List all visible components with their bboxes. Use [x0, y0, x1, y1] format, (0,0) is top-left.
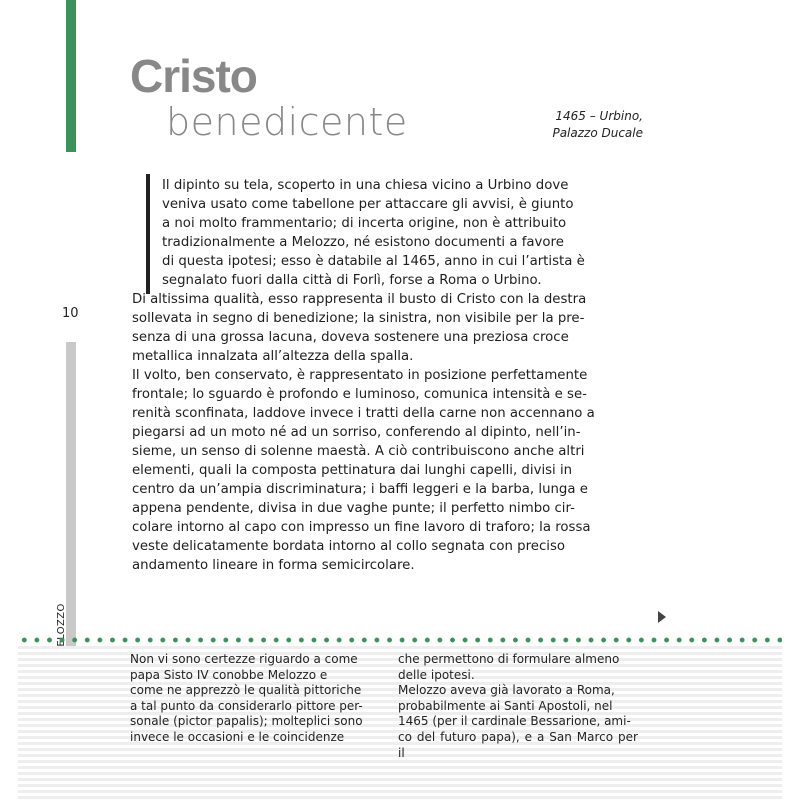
date-place — [552, 108, 643, 142]
box-line: sonale (pictor papalis); molteplici sono — [130, 714, 363, 729]
box-line: co del futuro papa), e a San Marco per il — [398, 729, 638, 760]
date-place-line-1: 1465 – Urbino, — [555, 109, 643, 123]
intro-line: segnalato fuori dalla città di Forlì, forse a Roma o Urbino. — [162, 273, 542, 288]
paragraph-line: elementi, quali la composta pettinatura dai lunghi capelli, divisi in — [132, 463, 573, 478]
intro-line: tradizionalmente a Melozzo, né esistono documenti a favore — [162, 235, 564, 250]
paragraph-line: frontale; lo sguardo è profondo e luminoso, comunica intensità e se- — [132, 387, 587, 402]
box-line: come ne apprezzò le qualità pittoriche — [130, 683, 362, 698]
continue-arrow-icon — [658, 611, 666, 623]
box-column-2 — [398, 652, 638, 761]
dotted-divider — [18, 636, 782, 644]
paragraph-line: Il volto, ben conservato, è rappresentato in posizione perfettamente — [132, 368, 588, 383]
intro-line: di questa ipotesi; esso è databile al 1465, anno in cui l’artista è — [162, 254, 585, 269]
paragraph-line: veste delicatamente bordata intorno al collo segnata con preciso — [132, 539, 566, 554]
box-line: Melozzo aveva già lavorato a Roma, — [398, 683, 615, 698]
paragraph-line: sollevata in segno di benedizione; la sinistra, non visibile per la pre- — [132, 311, 585, 326]
paragraph-2 — [132, 366, 644, 575]
body-text — [132, 176, 644, 575]
green-margin-bar — [66, 0, 76, 152]
paragraph-line: sieme, un senso di solenne maestà. A ciò contribuiscono anche altri — [132, 444, 585, 459]
box-line: delle ipotesi. — [398, 667, 475, 682]
paragraph-1 — [132, 290, 644, 366]
box-line: papa Sisto IV conobbe Melozzo e — [130, 667, 328, 682]
paragraph-line: piegarsi ad un moto né ad un sorriso, conferendo al dipinto, nell’in- — [132, 425, 581, 440]
intro-line: Il dipinto su tela, scoperto in una chiesa vicino a Urbino dove — [162, 178, 569, 193]
paragraph-line: appena pendente, divisa in due vaghe punte; il perfetto nimbo cir- — [132, 501, 575, 516]
paragraph-line: andamento lineare in forma semicircolare. — [132, 558, 415, 573]
paragraph-line: colare intorno al capo con impresso un fine lavoro di traforo; la rossa — [132, 520, 591, 535]
intro-paragraph — [132, 176, 644, 290]
title-line-1: Cristo — [130, 50, 257, 102]
box-line: probabilmente ai Santi Apostoli, nel — [398, 698, 613, 713]
intro-line: a noi molto frammentario; di incerta origine, non è attribuito — [162, 216, 567, 231]
paragraph-line: Di altissima qualità, esso rappresenta il busto di Cristo con la destra — [132, 292, 587, 307]
box-line: invece le occasioni e le coincidenze — [130, 729, 345, 744]
date-place-line-2: Palazzo Ducale — [552, 126, 643, 140]
box-line: che permettono di formulare almeno — [398, 652, 620, 666]
box-line: Non vi sono certezze riguardo a come — [130, 652, 358, 666]
paragraph-line: metallica innalzata all’altezza della spalla. — [132, 349, 414, 364]
paragraph-line: renità sconfinata, laddove invece i tratti della carne non accennano a — [132, 406, 595, 421]
paragraph-line: centro da un’ampia discriminatura; i baffi leggeri e la barba, lunga e — [132, 482, 588, 497]
box-line: 1465 (per il cardinale Bessarione, ami- — [398, 714, 631, 729]
box-line: a tal punto da considerarlo pittore per- — [130, 698, 363, 713]
title-line-2: benedicente — [166, 100, 408, 144]
paragraph-line: senza di una grossa lacuna, doveva sostenere una preziosa croce — [132, 330, 569, 345]
intro-line: veniva usato come tabellone per attaccare gli avvisi, è giunto — [162, 197, 574, 212]
page-number: 10 — [62, 306, 79, 321]
box-column-1 — [130, 652, 370, 746]
